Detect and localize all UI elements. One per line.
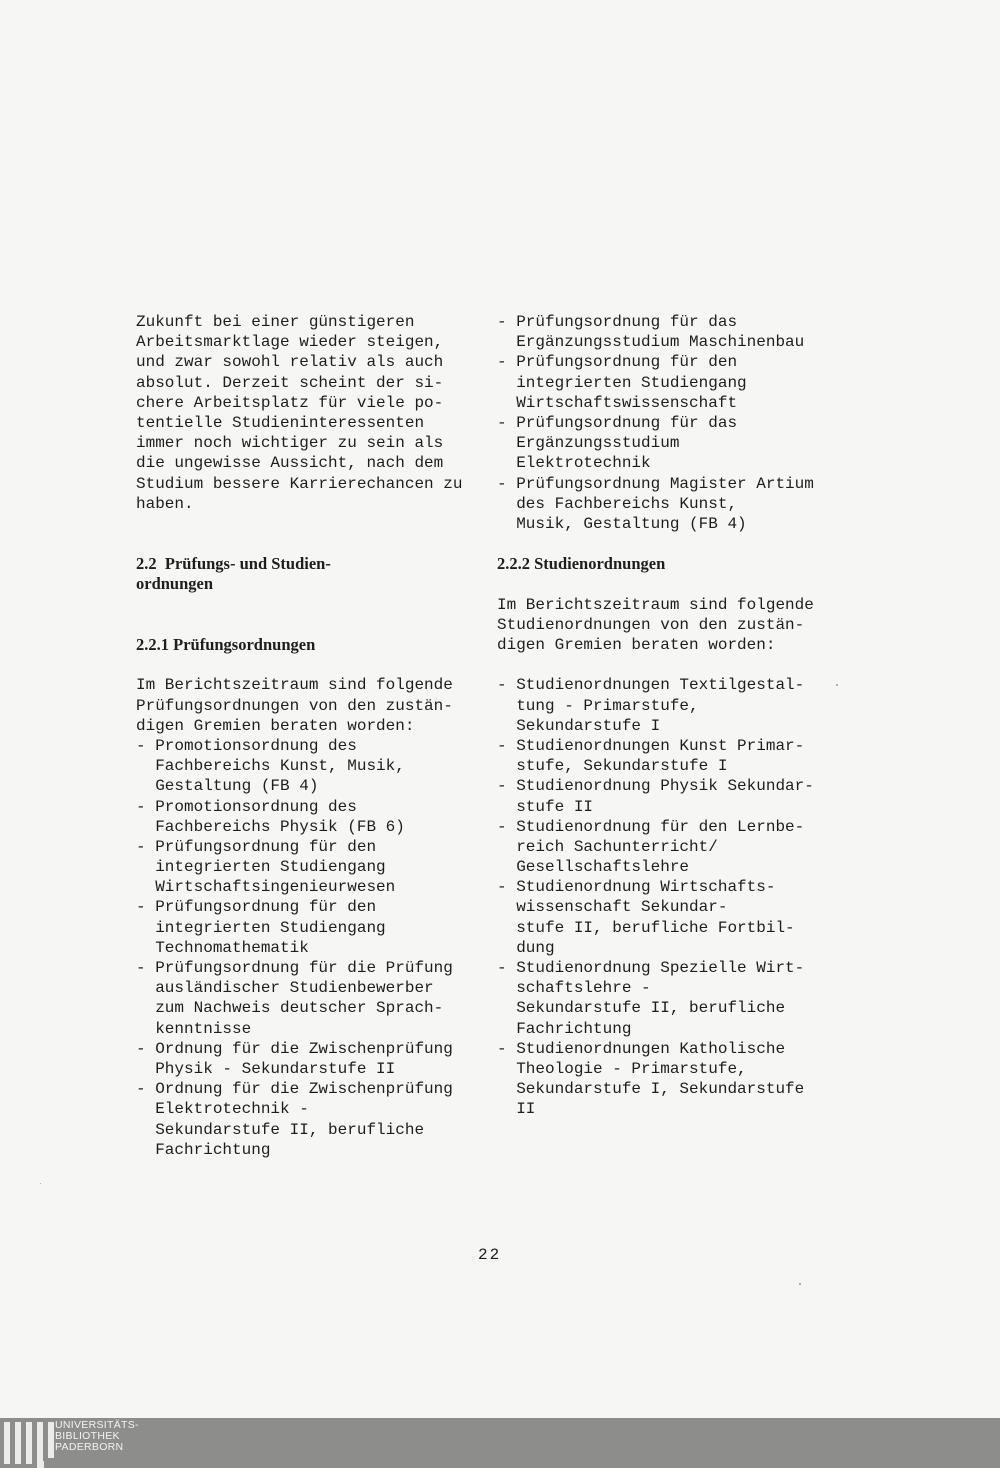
- list-item: Elektrotechnik -: [136, 1100, 309, 1119]
- list-item: - Prüfungsordnung für den: [136, 898, 377, 917]
- text-line: Im Berichtszeitraum sind folgende: [497, 595, 814, 614]
- text-line: immer noch wichtiger zu sein als: [136, 434, 444, 453]
- list-item: Physik - Sekundarstufe II: [136, 1059, 396, 1078]
- list-item: integrierten Studiengang: [136, 858, 386, 877]
- list-item: integrierten Studiengang: [136, 918, 386, 937]
- list-item: - Ordnung für die Zwischenprüfung: [136, 1039, 453, 1058]
- text-line: digen Gremien beraten worden:: [136, 716, 415, 735]
- text-line: und zwar sowohl relativ als auch: [136, 353, 444, 372]
- list-item: dung: [497, 938, 555, 957]
- list-item: - Studienordnung Spezielle Wirt-: [497, 959, 805, 977]
- library-logo-text: UNIVERSITÄTS- BIBLIOTHEK PADERBORN: [55, 1419, 139, 1453]
- subsection-heading: 2.2.1 Prüfungsordnungen: [136, 635, 316, 654]
- text-line: haben.: [136, 494, 194, 513]
- list-item: Fachbereichs Physik (FB 6): [136, 817, 405, 836]
- list-item: Gesellschaftslehre: [497, 858, 690, 877]
- list-item: reich Sachunterricht/: [497, 837, 718, 856]
- list-item: - Ordnung für die Zwischenprüfung: [136, 1080, 453, 1099]
- intro-paragraph: [136, 312, 486, 514]
- list-item: - Studienordnungen Katholische: [497, 1039, 786, 1058]
- list-item: Sekundarstufe I, Sekundarstufe: [497, 1080, 805, 1099]
- text-line: absolut. Derzeit scheint der si-: [136, 373, 444, 392]
- text-line: Arbeitsmarktlage wieder steigen,: [136, 333, 444, 352]
- list-item: Sekundarstufe II, berufliche: [497, 999, 786, 1018]
- list-item: - Studienordnung Wirtschafts-: [497, 878, 776, 897]
- list-item: Ergänzungsstudium Maschinenbau: [497, 333, 805, 352]
- list-item: - Studienordnungen Textilgestal-: [497, 676, 805, 695]
- text-line: digen Gremien beraten worden:: [497, 636, 776, 654]
- left-column: [136, 312, 486, 1160]
- text-line: Prüfungsordnungen von den zustän-: [136, 696, 453, 715]
- list-item: Sekundarstufe I: [497, 716, 661, 735]
- heading-line: 2.2 Prüfungs- und Studien-: [136, 554, 331, 574]
- list-item: ausländischer Studienbewerber: [136, 979, 434, 998]
- text-line: Zukunft bei einer günstigeren: [136, 313, 415, 331]
- list-item: Wirtschaftswissenschaft: [497, 393, 738, 412]
- examination-regulations-list-continued: [497, 312, 847, 534]
- list-item: schaftslehre -: [497, 979, 651, 998]
- list-item: II: [497, 1100, 536, 1119]
- list-item: des Fachbereichs Kunst,: [497, 494, 738, 513]
- list-item: Fachrichtung: [497, 1019, 632, 1038]
- list-item: Elektrotechnik: [497, 454, 651, 473]
- list-item: Fachbereichs Kunst, Musik,: [136, 757, 405, 776]
- list-item: - Prüfungsordnung für das: [497, 313, 738, 331]
- list-item: Theologie - Primarstufe,: [497, 1059, 747, 1078]
- list-item: wissenschaft Sekundar-: [497, 898, 728, 917]
- list-item: Sekundarstufe II, berufliche: [136, 1120, 425, 1139]
- list-item: - Studienordnung Physik Sekundar-: [497, 777, 814, 796]
- section-heading: [136, 554, 486, 594]
- list-item: stufe, Sekundarstufe I: [497, 757, 728, 776]
- list-item: kenntnisse: [136, 1019, 252, 1038]
- scan-speck: [799, 1283, 801, 1285]
- text-line: Studium bessere Karrierechancen zu: [136, 474, 463, 493]
- text-line: die ungewisse Aussicht, nach dem: [136, 454, 444, 473]
- list-item: Musik, Gestaltung (FB 4): [497, 514, 747, 533]
- library-footer-banner: [0, 1418, 1000, 1468]
- text-line: chere Arbeitsplatz für viele po-: [136, 393, 444, 412]
- list-item: - Studienordnungen Kunst Primar-: [497, 736, 805, 755]
- list-item: - Prüfungsordnung Magister Artium: [497, 474, 814, 493]
- right-column: [497, 312, 847, 1120]
- page-number: 22: [478, 1246, 502, 1264]
- list-item: integrierten Studiengang: [497, 373, 747, 392]
- list-item: - Prüfungsordnung für das: [497, 413, 738, 432]
- list-item: stufe II, berufliche Fortbil-: [497, 918, 795, 937]
- list-item: tung - Primarstufe,: [497, 696, 699, 715]
- list-item: zum Nachweis deutscher Sprach-: [136, 999, 444, 1018]
- library-logo-icon: [4, 1422, 54, 1466]
- list-item: Fachrichtung: [136, 1140, 271, 1159]
- heading-line: ordnungen: [136, 574, 214, 594]
- list-item: - Studienordnung für den Lernbe-: [497, 817, 805, 836]
- list-item: Wirtschaftsingenieurwesen: [136, 878, 396, 897]
- scan-speck: [836, 684, 838, 686]
- study-regulations-intro: [497, 595, 847, 656]
- list-item: Technomathematik: [136, 938, 309, 957]
- list-item: - Promotionsordnung des: [136, 797, 357, 816]
- text-line: tentielle Studieninteressenten: [136, 413, 425, 432]
- list-item: - Prüfungsordnung für den: [136, 837, 377, 856]
- text-line: Im Berichtszeitraum sind folgende: [136, 676, 453, 695]
- list-item: - Promotionsordnung des: [136, 736, 357, 755]
- study-regulations-list: [497, 675, 847, 1119]
- examination-regulations-list: [136, 675, 486, 1160]
- text-line: Studienordnungen von den zustän-: [497, 615, 805, 634]
- list-item: Gestaltung (FB 4): [136, 777, 319, 796]
- scan-speck: [40, 1183, 41, 1184]
- list-item: Ergänzungsstudium: [497, 434, 680, 453]
- list-item: stufe II: [497, 797, 594, 816]
- subsection-heading: 2.2.2 Studienordnungen: [497, 554, 666, 574]
- library-logo-dot-icon: [37, 1461, 44, 1468]
- list-item: - Prüfungsordnung für den: [497, 353, 738, 372]
- list-item: - Prüfungsordnung für die Prüfung: [136, 959, 453, 977]
